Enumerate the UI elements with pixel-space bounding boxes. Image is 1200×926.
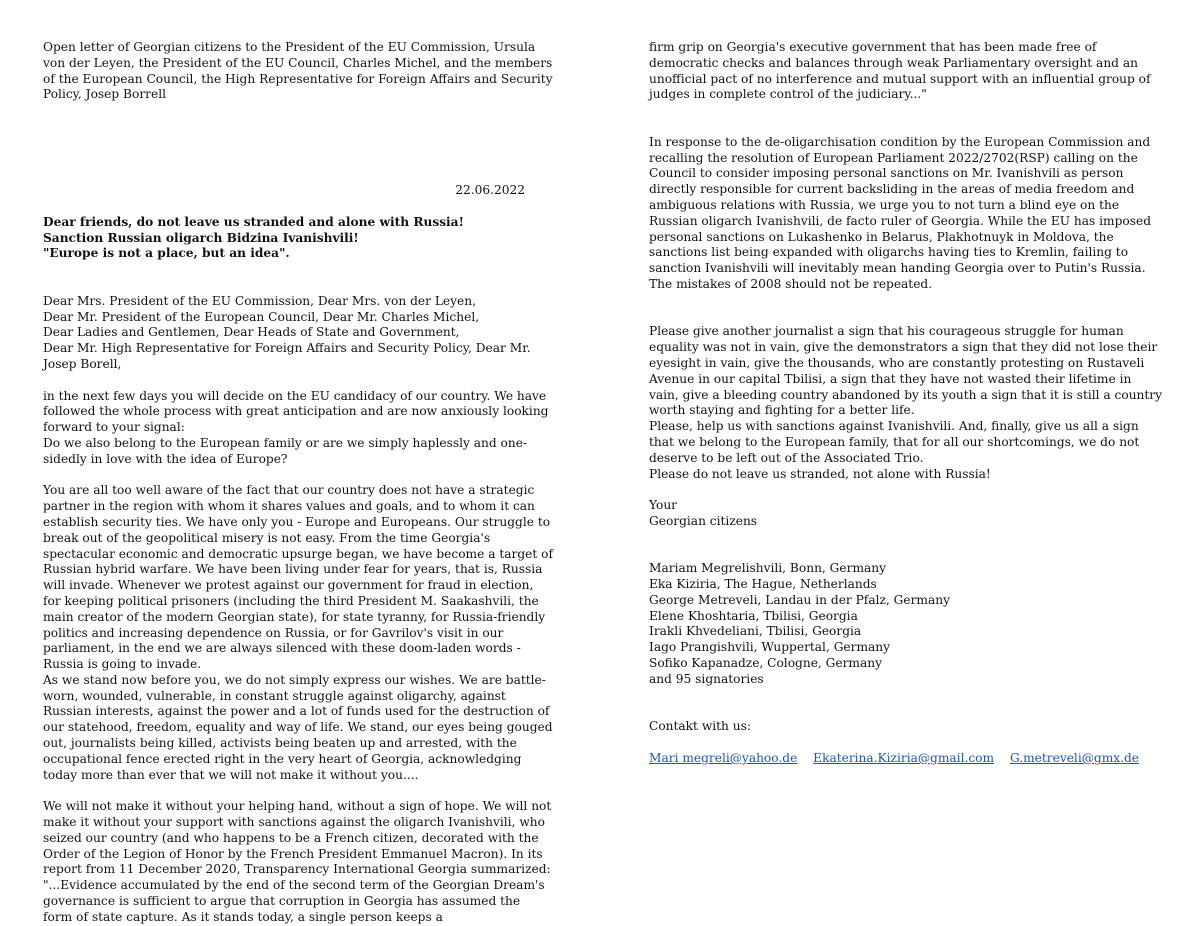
paragraph-help-us: Please, help us with sanctions against Ivanishvili. And, finally, give us all a sign that we belong to the European family, that for all our shortcomings, we do not deserve to be left out of the Associated Trio. <box>649 419 1140 465</box>
paragraph-sanctions: We will not make it without your helping hand, without a sign of hope. We will not make it without your support with sanctions against the oligarch Ivanishvili, who seized our country (and who happens to be a French citizen, decorated with the Order of the Legion of Honor by the French President Emmanuel Macron). In its report from 11 December 2020, Transparency International Georgia summarized: "...Evidence accumulated by the end of the second term of the Georgian Dream's governance is sufficient to argue that corruption in Georgia has assumed the form of state capture. As it stands today, a single person keeps a <box>43 799 552 924</box>
salutation-line: Dear Mrs. President of the EU Commission, Dear Mrs. von der Leyen, <box>43 293 476 308</box>
signatory-item: and 95 signatories <box>649 671 764 686</box>
closing-line: Your <box>649 498 677 513</box>
email-link-kiziria[interactable]: Ekaterina.Kiziria@gmail.com <box>813 750 995 765</box>
paragraph-do-not-leave: Please do not leave us stranded, not alone with Russia! <box>649 466 991 481</box>
salutation-line: Dear Ladies and Gentlemen, Dear Heads of State and Government, <box>43 325 460 340</box>
signatory-item: Irakli Khvedeliani, Tbilisi, Georgia <box>649 624 862 639</box>
closing-block <box>649 498 1164 530</box>
salutation-line: Dear Mr. President of the European Council, Dear Mr. Charles Michel, <box>43 309 480 324</box>
signatory-item: Iago Prangishvili, Wuppertal, Germany <box>649 640 891 655</box>
salutation-line: Dear Mr. High Representative for Foreign Affairs and Security Policy, Dear Mr. Josep Borell, <box>43 341 531 371</box>
paragraph-question: Do we also belong to the European family or are we simply haplessly and one-sidedly in love with the idea of Europe? <box>43 435 528 466</box>
signatory-item: Eka Kiziria, The Hague, Netherlands <box>649 577 877 592</box>
signatory-item: Elene Khoshtaria, Tbilisi, Georgia <box>649 608 858 623</box>
signatory-item: George Metreveli, Landau in der Pfalz, Germany <box>649 592 950 607</box>
paragraph-strategic-partner: You are all too well aware of the fact that our country does not have a strategic partner in the region with whom it shares values and goals, and to whom it can establish security ties. We have only you - Europe and Europeans. Our struggle to break out of the geopolitical misery is not easy. From the time Georgia's spectacular economic and democratic upsurge began, we have become a target of Russian hybrid warfare. We have been living under fear for years, that is, Russia will invade. Whenever we protest against our government for fraud in election, for keeping political prisoners (including the third President M. Saakashvili, the main creator of the modern Georgian state), for state tyranny, for Russia-friendly politics and increasing dependence on Russia, or for Gavrilov's visit in our parliament, in the end we are always silenced with these doom-laden words - Russia is going to invade. <box>43 483 553 672</box>
contact-label: Contakt with us: <box>649 719 751 734</box>
signatory-list <box>649 561 1164 687</box>
letter-heading: Open letter of Georgian citizens to the President of the EU Commission, Ursula von der Leyen, the President of the EU Council, Charles Michel, and the members of the European Council, the High Representative for Foreign Affairs and Security Policy, Josep Borrell <box>43 40 553 102</box>
slogan-line: "Europe is not a place, but an idea". <box>43 246 290 261</box>
email-link-metreveli[interactable]: G.metreveli@gmx.de <box>1009 750 1140 765</box>
email-links <box>649 751 1164 767</box>
paragraph-quote-continued: firm grip on Georgia's executive government that has been made free of democratic checks and balances through weak Parliamentary oversight and an unofficial pact of no interference and mutual support with an influential group of judges in complete control of the judiciary..." <box>649 40 1151 102</box>
paragraph-de-oligarchisation: In response to the de-oligarchisation condition by the European Commission and recalling the resolution of European Parliament 2022/2702(RSP) calling on the Council to consider imposing personal sanctions on Mr. Ivanishvili as person directly responsible for current backsliding in the areas of media freedom and ambiguous relations with Russia, we urge you to not turn a blind eye on the Russian oligarch Ivanishvili, de facto ruler of Georgia. While the EU has imposed personal sanctions on Lukashenko in Belarus, Plakhotnuyk in Moldova, the sanctions list being expanded with oligarchs having ties to Kremlin, failing to sanction Ivanishvili will inevitably mean handing Georgia over to Putin's Russia. <box>649 134 1152 276</box>
closing-line: Georgian citizens <box>649 513 758 528</box>
email-link-megreli[interactable]: Mari megreli@yahoo.de <box>649 750 798 765</box>
paragraph-candidacy: in the next few days you will decide on the EU candidacy of our country. We have followed the whole process with great anticipation and are now anxiously looking forward to your signal: <box>43 388 549 435</box>
left-page <box>0 0 600 924</box>
left-column <box>43 40 553 926</box>
paragraph-give-a-sign: Please give another journalist a sign that his courageous struggle for human equality was not in vain, give the demonstrators a sign that they did not lose their eyesight in vain, give the thousands, who are constantly protesting on Rustaveli Avenue in our capital Tbilisi, a sign that they have not wasted their lifetime in vain, give a bleeding country abandoned by its youth a sign that it is still a country worth staying and fighting for a better life. <box>649 324 1163 418</box>
right-page <box>600 0 1200 860</box>
slogan-line: Sanction Russian oligarch Bidzina Ivanishvili! <box>43 230 359 245</box>
salutation-block <box>43 294 553 373</box>
letter-date: 22.06.2022 <box>455 183 525 198</box>
slogan-line: Dear friends, do not leave us stranded and alone with Russia! <box>43 214 464 229</box>
paragraph-battle-worn: As we stand now before you, we do not simply express our wishes. We are battle-worn, wounded, vulnerable, in constant struggle against oligarchy, against Russian interests, against the power and a lot of funds used for the destruction of our statehood, freedom, equality and way of life. We stand, our eyes being gouged out, journalists being killed, activists being beaten up and arrested, with the occupational fence erected right in the very heart of Georgia, acknowledging today more than ever that we will not make it without you.... <box>43 672 553 782</box>
slogan-lines <box>43 215 553 262</box>
signatory-item: Sofiko Kapanadze, Cologne, Germany <box>649 656 882 671</box>
signatory-item: Mariam Megrelishvili, Bonn, Germany <box>649 561 886 576</box>
right-column <box>649 40 1164 767</box>
paragraph-2008: The mistakes of 2008 should not be repeated. <box>649 276 933 291</box>
